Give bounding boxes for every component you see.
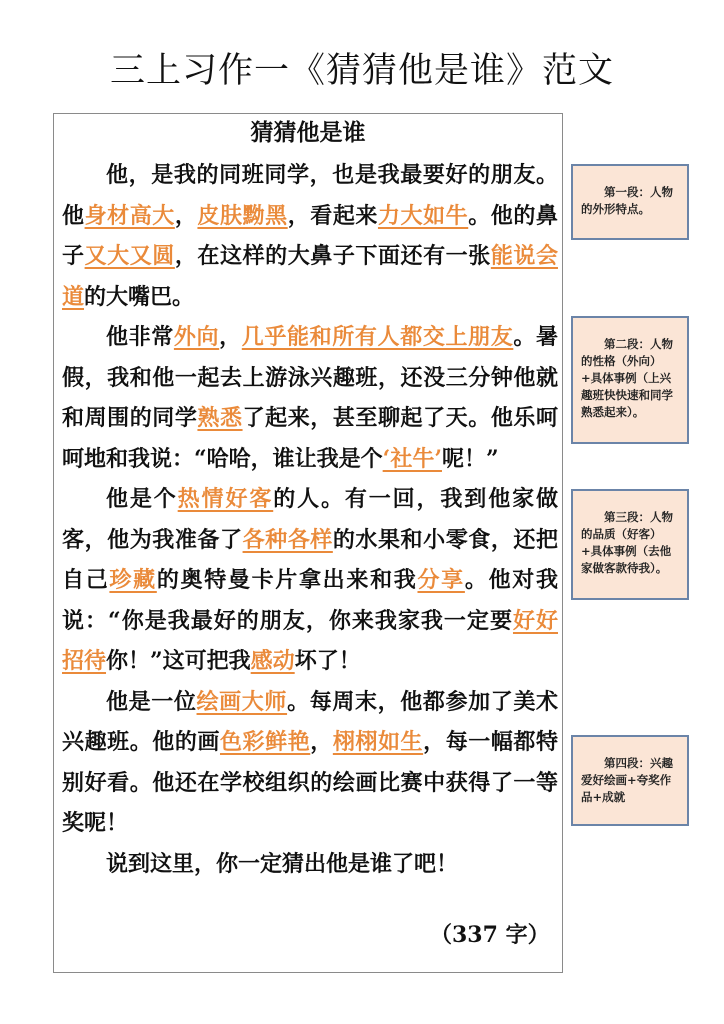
essay-text: ， bbox=[310, 729, 333, 755]
essay-text: 你！”这可把我 bbox=[106, 648, 251, 674]
essay-text: 说到这里，你一定猜出他是谁了吧！ bbox=[106, 850, 459, 877]
word-count: （337 字） bbox=[430, 922, 550, 948]
essay-text: 的大嘴巴。 bbox=[84, 283, 195, 310]
highlighted-phrase: 色彩鲜艳 bbox=[219, 729, 311, 755]
essay-title: 猜猜他是谁 bbox=[250, 119, 366, 146]
highlighted-phrase: ‘社牛’ bbox=[382, 445, 442, 472]
highlighted-phrase: 热情好客 bbox=[177, 486, 274, 512]
essay-paragraph bbox=[62, 682, 558, 844]
highlighted-phrase: 好好招待 bbox=[62, 607, 558, 674]
highlighted-phrase: 力大如牛 bbox=[377, 202, 469, 229]
page-title: 三上习作一《猜猜他是谁》范文 bbox=[109, 51, 614, 91]
essay-text: ， bbox=[174, 202, 198, 229]
essay-paragraph bbox=[62, 155, 558, 317]
essay-paragraph bbox=[62, 317, 558, 479]
essay-text: 他非常 bbox=[106, 324, 174, 350]
essay-text: 的人。有一回，我到他家做客，他为我准备了 bbox=[62, 486, 558, 553]
highlighted-phrase: 绘画大师 bbox=[196, 688, 288, 715]
essay-text: 了起来，甚至聊起了天。他乐呵呵地和我说：“哈哈，谁让我是个 bbox=[62, 405, 558, 472]
highlighted-phrase: 身材高大 bbox=[84, 202, 175, 229]
essay-text: 他是个 bbox=[106, 486, 178, 512]
essay-paragraph bbox=[62, 479, 558, 682]
essay-text: 的水果和小零食，还把自己 bbox=[62, 526, 558, 593]
highlighted-phrase: 又大又圆 bbox=[84, 243, 175, 269]
essay-text: 呢！” bbox=[441, 445, 499, 472]
highlighted-phrase: 感动 bbox=[250, 648, 295, 674]
highlighted-phrase: 几乎能和所有人都交上朋友 bbox=[241, 324, 514, 350]
highlighted-phrase: 熟悉 bbox=[197, 405, 243, 431]
highlighted-phrase: 外向 bbox=[173, 324, 220, 350]
essay-text: 他，是我的同班同学，也是我最要好的朋友。他 bbox=[62, 162, 558, 229]
essay-text: ，每一幅都特别好看。他还在学校组织的绘画比赛中获得了一等奖呢！ bbox=[62, 729, 558, 836]
essay-text: 坏了！ bbox=[294, 648, 361, 674]
highlighted-phrase: 各种各样 bbox=[242, 526, 333, 553]
note-paragraph-3: 第三段：人物的品质（好客）+具体事例（去他家做客款待我）。 bbox=[571, 489, 689, 600]
note-paragraph-2: 第二段：人物的性格（外向）+具体事例（上兴趣班快快速和同学熟悉起来）。 bbox=[571, 316, 689, 444]
essay-body bbox=[62, 155, 558, 884]
essay-text: 。每周末，他都参加了美术兴趣班。他的画 bbox=[62, 688, 558, 755]
essay-text: ，在这样的大鼻子下面还有一张 bbox=[174, 243, 491, 269]
note-paragraph-1: 第一段：人物的外形特点。 bbox=[571, 164, 689, 240]
highlighted-phrase: 分享 bbox=[417, 567, 465, 593]
highlighted-phrase: 珍藏 bbox=[109, 567, 157, 593]
essay-text: ，看起来 bbox=[287, 202, 378, 229]
essay-text: 。他的鼻子 bbox=[62, 202, 558, 269]
essay-paragraph bbox=[62, 844, 558, 885]
essay-text: ， bbox=[219, 324, 242, 350]
essay-text: 的奥特曼卡片拿出来和我 bbox=[156, 567, 418, 593]
highlighted-phrase: 能说会道 bbox=[62, 243, 558, 310]
essay-text: 。他对我说：“你是我最好的朋友，你来我家我一定要 bbox=[62, 567, 558, 634]
essay-text: 他是一位 bbox=[106, 688, 197, 715]
note-paragraph-4: 第四段：兴趣爱好绘画+夸奖作品+成就 bbox=[571, 735, 689, 826]
highlighted-phrase: 皮肤黝黑 bbox=[197, 202, 288, 229]
highlighted-phrase: 栩栩如生 bbox=[332, 729, 424, 755]
essay-text: 。暑假，我和他一起去上游泳兴趣班，还没三分钟他就和周围的同学 bbox=[62, 324, 558, 431]
